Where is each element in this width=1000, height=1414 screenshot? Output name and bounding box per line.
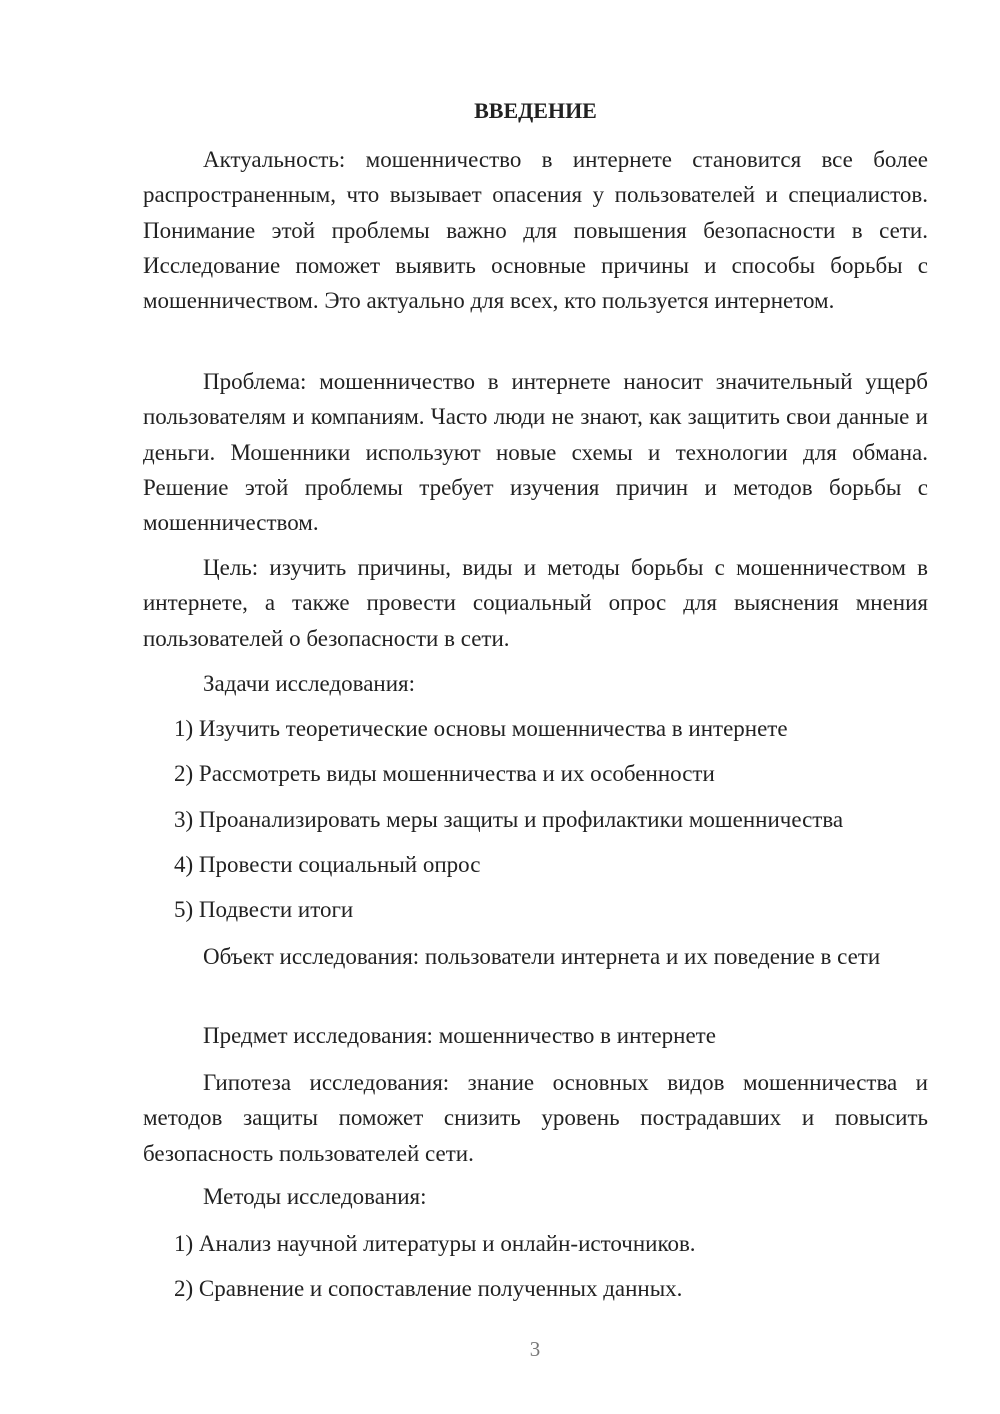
paragraph-subject: Предмет исследования: мошенничество в интернете: [203, 1023, 716, 1048]
paragraph-relevance: Актуальность: мошенничество в интернете становится все более распространенным, что вызывает опасения у пользователей и специалистов. Понимание этой проблемы важно для повышения безопасности в сети. Исследование поможет выявить основные причины и способы борьбы с мошенничеством. Это актуально для всех, кто пользуется интернетом.: [143, 147, 928, 314]
method-item-2: 2) Сравнение и сопоставление полученных данных.: [174, 1276, 683, 1301]
paragraph-goal: Цель: изучить причины, виды и методы борьбы с мошенничеством в интернете, а также провести социальный опрос для выяснения мнения пользователей о безопасности в сети.: [143, 555, 928, 651]
paragraph-object: Объект исследования: пользователи интернета и их поведение в сети: [203, 944, 881, 969]
task-item-2: 2) Рассмотреть виды мошенничества и их особенности: [174, 761, 715, 786]
paragraph-hypothesis: Гипотеза исследования: знание основных видов мошенничества и методов защиты поможет снизить уровень пострадавших и повысить безопасность пользователей сети.: [143, 1070, 928, 1166]
task-item-3: 3) Проанализировать меры защиты и профилактики мошенничества: [174, 807, 844, 832]
task-item-4: 4) Провести социальный опрос: [174, 852, 481, 877]
task-item-1: 1) Изучить теоретические основы мошенничества в интернете: [174, 716, 788, 741]
methods-heading: Методы исследования:: [203, 1184, 427, 1209]
tasks-heading: Задачи исследования:: [203, 671, 416, 696]
page-number: 3: [529, 1337, 541, 1361]
method-item-1: 1) Анализ научной литературы и онлайн-источников.: [174, 1231, 696, 1256]
document-title: ВВЕДЕНИЕ: [474, 98, 597, 123]
task-item-5: 5) Подвести итоги: [174, 897, 354, 922]
paragraph-problem: Проблема: мошенничество в интернете наносит значительный ущерб пользователям и компаниям. Часто люди не знают, как защитить свои данные и деньги. Мошенники используют новые схемы и технологии для обмана. Решение этой проблемы требует изучения причин и методов борьбы с мошенничеством.: [143, 369, 928, 536]
